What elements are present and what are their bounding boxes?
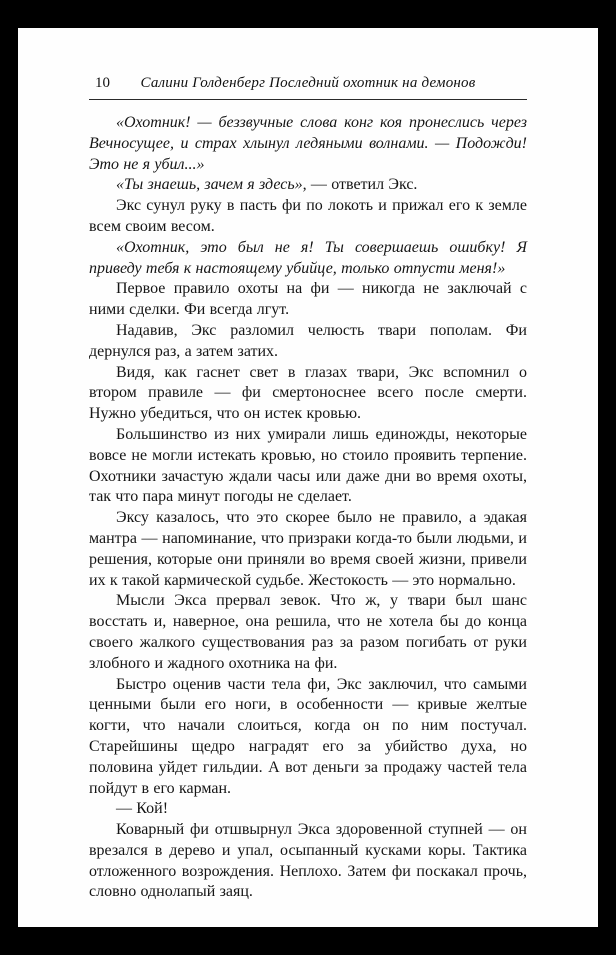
running-title: Салини Голденберг Последний охотник на демонов — [140, 75, 476, 91]
paragraph-run-italic: «Охотник! — беззвучные слова конг коя пронеслись через Вечносущее, и страх хлынул ледяными волнами. — Подожди! Это не я убил...» — [89, 114, 527, 173]
paragraph — [89, 279, 527, 321]
page-header — [89, 74, 527, 92]
paragraph — [89, 799, 527, 820]
paragraph — [89, 113, 527, 175]
text-block — [89, 113, 527, 903]
paragraph — [89, 675, 527, 800]
paragraph — [89, 591, 527, 674]
paragraph — [89, 196, 527, 238]
paragraph-run: — Кой! — [116, 800, 169, 818]
header-rule — [89, 99, 527, 100]
paragraph-run-italic: «Охотник, это был не я! Ты совершаешь ошибку! Я приведу тебя к настоящему убийце, только отпусти меня!» — [89, 238, 527, 277]
paragraph-run: Надавив, Экс разломил челюсть твари пополам. Фи дернулся раз, а затем затих. — [89, 321, 527, 360]
paragraph-run: Мысли Экса прервал зевок. Что ж, у твари был шанс восстать и, наверное, она решила, что не хотела бы до конца своего жалкого существования раз за разом погибать от руки злобного и жадного охотника на фи. — [89, 592, 527, 672]
paragraph — [89, 820, 527, 903]
paragraph-run: Видя, как гаснет свет в глазах твари, Экс вспомнил о втором правиле — фи смертоноснее всего после смерти. Нужно убедиться, что он истек кровью. — [89, 363, 527, 423]
paragraph — [89, 363, 527, 425]
paragraph — [89, 321, 527, 363]
paragraph — [89, 508, 527, 591]
page-number: 10 — [95, 75, 110, 91]
paragraph-run: Быстро оценив части тела фи, Экс заключил, что самыми ценными были его ноги, в особенности — кривые желтые когти, что начали слоиться, когда он по ним постучал. Старейшины щедро наградят его за убийство духа, но половина уйдет гильдии. А вот деньги за продажу частей тела пойдут в его карман. — [89, 675, 527, 797]
paragraph-run: Эксу казалось, что это скорее было не правило, а эдакая мантра — напоминание, что призраки когда-то были людьми, и решения, которые они приняли во время своей жизни, привели их к такой кармической судьбе. Жестокость — это нормально. — [89, 509, 527, 589]
paragraph-run-italic: «Ты знаешь, зачем я здесь», — [116, 176, 307, 194]
paragraph — [89, 175, 527, 196]
paragraph-run: Коварный фи отшвырнул Экса здоровенной ступней — он врезался в дерево и упал, осыпанный кусками коры. Тактика отложенного возрождения. Неплохо. Затем фи поскакал прочь, словно однолапый заяц. — [89, 821, 527, 901]
paragraph-run: Первое правило охоты на фи — никогда не заключай с ними сделки. Фи всегда лгут. — [89, 280, 527, 319]
paragraph-run: Большинство из них умирали лишь единожды, некоторые вовсе не могли истекать кровью, но стоило проявить терпение. Охотники зачастую ждали часы или даже дни во время охоты, так что пара минут погоды не сделает. — [89, 425, 527, 506]
paragraph-run: Экс сунул руку в пасть фи по локоть и прижал его к земле всем своим весом. — [89, 197, 527, 235]
paragraph — [89, 238, 527, 280]
paragraph-run: — ответил Экс. — [306, 176, 418, 194]
paragraph — [89, 425, 527, 508]
book-page — [18, 28, 598, 927]
